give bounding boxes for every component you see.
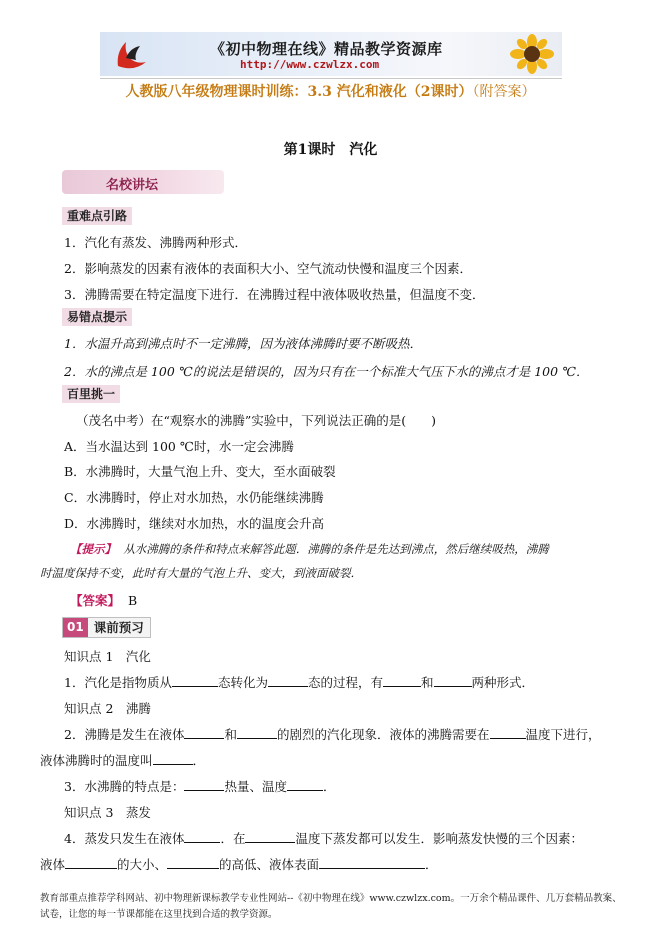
answer-blank[interactable] (287, 778, 323, 791)
answer-blank[interactable] (245, 830, 295, 843)
answer-blank[interactable] (383, 674, 421, 687)
answer-blank[interactable] (268, 674, 308, 687)
header-banner (100, 32, 562, 76)
answer-blank[interactable] (184, 726, 224, 739)
q4-text: 的大小、 (117, 857, 168, 872)
answer-blank[interactable] (153, 752, 193, 765)
knowledge-point-3: 知识点 3 蒸发 (64, 805, 151, 820)
banner-url[interactable]: http://www.czwlzx.com (240, 58, 380, 71)
logo-icon (112, 36, 150, 72)
hint-line-2: 时温度保持不变，此时有大量的气泡上升、变大，到液面破裂． (40, 566, 362, 580)
question-1 (64, 673, 534, 691)
q4-text: 4．蒸发只发生在液体 (64, 831, 185, 846)
lesson-title: 第1课时 汽化 (283, 142, 378, 158)
question-3 (64, 777, 336, 795)
key-points-label: 重难点引路 (62, 207, 132, 225)
q1-text: 和 (421, 675, 434, 690)
document-title (0, 81, 661, 101)
answer-blank[interactable] (434, 674, 472, 687)
knowledge-point-1: 知识点 1 汽化 (64, 649, 151, 664)
question-2 (64, 725, 601, 743)
q4-text: ． (425, 857, 438, 872)
page-footer: 教育部重点推荐学科网站、初中物理新课标教学专业性网站--《初中物理在线》www.czwlzx.com。一万余个精品课件、几万套精品教案、试卷，让您的每一节课都能在这里找到合适的教学资源。 (40, 893, 622, 920)
error-point-item: 2．水的沸点是 100 ℃的说法是错误的，因为只有在一个标准大气压下水的沸点才是 100 ℃． (64, 364, 589, 379)
practice-question: （茂名中考）在“观察水的沸腾”实验中，下列说法正确的是( ) (76, 413, 437, 428)
answer-blank[interactable] (65, 856, 117, 869)
preview-badge (62, 617, 151, 638)
q3-text: 3．水沸腾的特点是： (64, 779, 185, 794)
practice-label: 百里挑一 (62, 385, 120, 403)
practice-option: A．当水温达到 100 ℃时，水一定会沸腾 (64, 439, 294, 454)
q2-text: 温度下进行， (525, 727, 601, 742)
answer-line (70, 591, 137, 609)
question-4 (64, 829, 583, 847)
practice-option: B．水沸腾时，大量气泡上升、变大，至水面破裂 (64, 464, 336, 479)
hint-label: 【提示】 (70, 542, 116, 556)
q2-text: ． (192, 753, 206, 768)
q3-text: ． (322, 779, 336, 794)
q2-text: 的剧烈的汽化现象．液体的沸腾需要在 (276, 727, 490, 742)
q1-text: 1．汽化是指物质从 (64, 675, 172, 690)
question-2-line-2 (40, 751, 205, 769)
q1-text: 态的过程，有 (307, 675, 383, 690)
answer-label: 【答案】 (70, 593, 121, 608)
practice-option: C．水沸腾时，停止对水加热，水仍能继续沸腾 (64, 490, 324, 505)
preview-badge-number: 01 (63, 618, 88, 637)
question-4-line-2 (40, 855, 438, 873)
answer-blank[interactable] (319, 856, 425, 869)
answer-blank[interactable] (172, 674, 218, 687)
section-banner-label: 名校讲坛 (106, 178, 159, 193)
section-banner (62, 170, 224, 194)
header-rule (100, 78, 562, 79)
knowledge-point-2: 知识点 2 沸腾 (64, 701, 151, 716)
document-title-suffix: （附答案） (472, 84, 536, 100)
error-point-item: 1．水温升高到沸点时不一定沸腾，因为液体沸腾时要不断吸热． (64, 336, 422, 351)
key-point-item: 2．影响蒸发的因素有液体的表面积大小、空气流动快慢和温度三个因素． (64, 261, 472, 276)
q1-text: 态转化为 (217, 675, 268, 690)
key-point-item: 3．沸腾需要在特定温度下进行．在沸腾过程中液体吸收热量，但温度不变． (64, 287, 485, 302)
hint-text: 从水沸腾的条件和特点来解答此题．沸腾的条件是先达到沸点，然后继续吸热，沸腾 (123, 542, 549, 556)
q4-text: 温度下蒸发都可以发生．影响蒸发快慢的三个因素： (295, 831, 583, 846)
document-title-main: 人教版八年级物理课时训练：3.3 汽化和液化（2课时） (125, 84, 473, 100)
q3-text: 热量、温度 (224, 779, 287, 794)
preview-badge-label: 课前预习 (88, 618, 150, 637)
key-point-item: 1．汽化有蒸发、沸腾两种形式． (64, 235, 247, 250)
banner-title: 《初中物理在线》精品教学资源库 (210, 40, 443, 58)
hint-line (70, 541, 549, 557)
answer-value: B (127, 593, 138, 608)
q2-text: 液体沸腾时的温度叫 (40, 753, 153, 768)
q4-text: 的高低、液体表面 (219, 857, 320, 872)
answer-blank[interactable] (184, 830, 220, 843)
answer-blank[interactable] (184, 778, 224, 791)
q2-text: 2．沸腾是发生在液体 (64, 727, 185, 742)
practice-option: D．水沸腾时，继续对水加热，水的温度会升高 (64, 516, 325, 531)
answer-blank[interactable] (167, 856, 219, 869)
q2-text: 和 (224, 727, 237, 742)
error-points-label: 易错点提示 (62, 308, 132, 326)
answer-blank[interactable] (237, 726, 277, 739)
q4-text: 液体 (40, 857, 66, 872)
sunflower-icon (508, 34, 556, 74)
answer-blank[interactable] (490, 726, 526, 739)
q4-text: ．在 (220, 831, 246, 846)
q1-text: 两种形式． (471, 675, 535, 690)
